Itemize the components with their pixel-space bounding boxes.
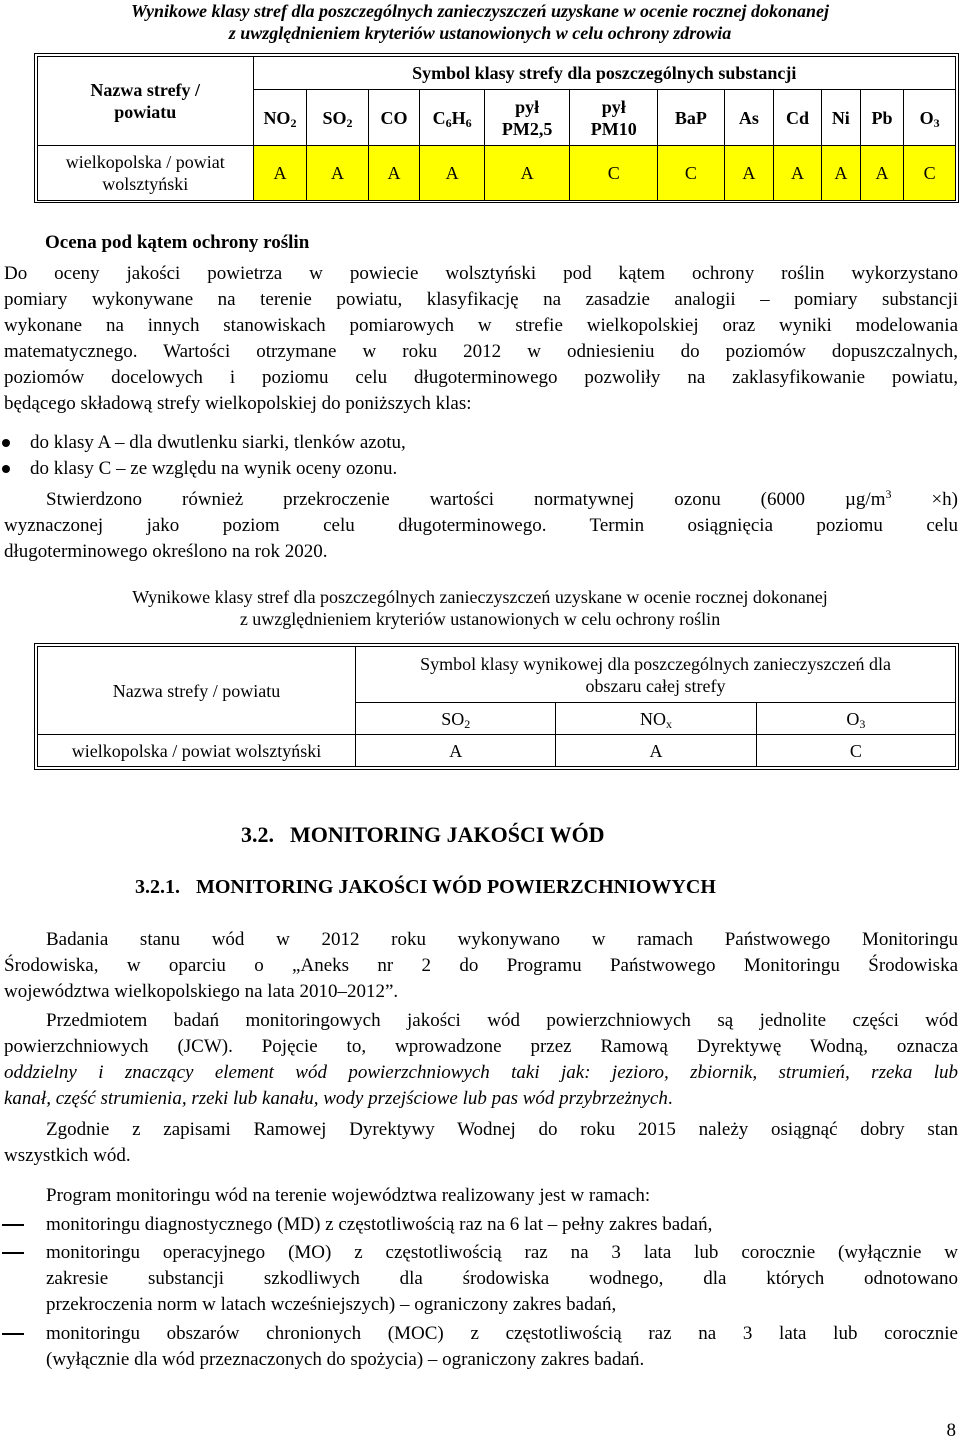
dash-icon bbox=[2, 1333, 24, 1335]
section-number: 3.2. bbox=[241, 822, 274, 847]
bullet-text: do klasy A – dla dwutlenku siarki, tlenków azotu, bbox=[30, 432, 406, 453]
substance-no2: $NO_2$ bbox=[253, 90, 307, 146]
page-number: 8 bbox=[946, 1420, 956, 1441]
class-cell: C bbox=[570, 146, 658, 201]
water-para-line: Zgodnie z zapisami Ramowej Dyrektywy Wodnej do roku 2015 należy osiągnąć dobry stan bbox=[46, 1119, 958, 1140]
class-cell: C bbox=[904, 146, 956, 201]
plants-para-line: Do oceny jakości powietrza w powiecie wolsztyński pod kątem ochrony roślin wykorzystano bbox=[4, 263, 958, 284]
section-title: MONITORING JAKOŚCI WÓD POWIERZCHNIOWYCH bbox=[196, 876, 716, 898]
water-para-line: województwa wielkopolskiego na lata 2010–2012”. bbox=[4, 981, 399, 1002]
section-heading-3-2-1 bbox=[135, 874, 716, 900]
ozone-exceedance-line1: Stwierdzono również przekroczenie wartości normatywnej ozonu (6000 $\mu g/m^3 \times h$) bbox=[46, 487, 958, 510]
water-para-italic-line: kanał, część strumienia, rzeki lub kanału, wody przejściowe lub pas wód przybrzeżnych. bbox=[4, 1088, 673, 1109]
substance-as: As bbox=[724, 90, 774, 146]
substance-pm25: pył PM2,5 bbox=[484, 90, 570, 146]
health-table-caption-line1: Wynikowe klasy stref dla poszczególnych zanieczyszczeń uzyskane w ocenie rocznej dokonanej bbox=[131, 1, 829, 21]
class-cell: A bbox=[860, 146, 903, 201]
class-cell: A bbox=[774, 146, 822, 201]
bullet-text: do klasy C – ze względu na wynik oceny ozonu. bbox=[30, 458, 398, 479]
plants-substance-nox: $NO_x$ bbox=[556, 703, 756, 735]
water-para-line: powierzchniowych (JCW). Pojęcie to, wprowadzone przez Ramową Dyrektywę Wodną, oznacza bbox=[4, 1036, 958, 1057]
ozone-exceedance-line3: długoterminowego określono na rok 2020. bbox=[4, 541, 328, 562]
section-title: MONITORING JAKOŚCI WÓD bbox=[290, 822, 605, 847]
class-cell: A bbox=[307, 146, 368, 201]
zone-name-line1: wielkopolska / powiat bbox=[65, 152, 225, 172]
plants-group-header-line1: Symbol klasy wynikowej dla poszczególnych zanieczyszczeń dla bbox=[420, 653, 891, 674]
plants-substance-o3: $O_3$ bbox=[756, 703, 955, 735]
plants-para-line: będącego składową strefy wielkopolskiej do poniższych klas: bbox=[4, 393, 472, 414]
substance-bap: BaP bbox=[658, 90, 725, 146]
class-cell: A bbox=[420, 146, 484, 201]
substance-ni: Ni bbox=[821, 90, 860, 146]
zone-name-cell bbox=[38, 146, 254, 201]
class-cell: A bbox=[368, 146, 420, 201]
class-bullet-item bbox=[0, 456, 960, 482]
zone-header-line2: powiatu bbox=[114, 102, 177, 122]
substance-o3: $O_3$ bbox=[904, 90, 956, 146]
plants-substance-so2: $SO_2$ bbox=[356, 703, 556, 735]
substance-cd: Cd bbox=[774, 90, 822, 146]
plants-class-cell: A bbox=[556, 735, 756, 767]
plants-zone-header: Nazwa strefy / powiatu bbox=[38, 647, 356, 735]
water-para-italic-line: oddzielny i znaczący element wód powierzchniowych taki jak: jezioro, zbiornik, strumień, rzeka lub bbox=[4, 1062, 958, 1083]
plants-table-caption-line1: Wynikowe klasy stref dla poszczególnych zanieczyszczeń uzyskane w ocenie rocznej dokonanej bbox=[132, 587, 828, 607]
plants-group-header bbox=[356, 647, 956, 703]
substance-group-header: Symbol klasy strefy dla poszczególnych substancji bbox=[253, 57, 956, 90]
section-heading-3-2 bbox=[241, 822, 605, 848]
zone-header-cell bbox=[38, 57, 254, 146]
bullet-icon bbox=[2, 439, 10, 447]
plants-class-cell: C bbox=[756, 735, 955, 767]
water-program-intro: Program monitoringu wód na terenie województwa realizowany jest w ramach: bbox=[46, 1185, 651, 1206]
plants-para-line: pomiary wykonywane na terenie powiatu, klasyfikację na zasadzie analogii – pomiary substancji bbox=[4, 289, 958, 310]
program-dash-text: monitoringu obszarów chronionych (MOC) z częstotliwością raz na 3 lata lub corocznie bbox=[46, 1323, 958, 1344]
program-dash-text: (wyłącznie dla wód przeznaczonych do spożycia) – ograniczony zakres badań. bbox=[46, 1349, 645, 1370]
substance-c6h6: $C_6H_6$ bbox=[420, 90, 484, 146]
program-dash-text: monitoringu diagnostycznego (MD) z częstotliwością raz na 6 lat – pełny zakres badań, bbox=[46, 1214, 713, 1235]
ozone-exceedance-line2: wyznaczonej jako poziom celu długoterminowego. Termin osiągnięcia poziomu celu bbox=[4, 515, 958, 536]
program-dash-text: zakresie substancji szkodliwych dla środowiska wodnego, dla których odnotowano bbox=[46, 1268, 958, 1289]
health-table-caption-line2: z uwzględnieniem kryteriów ustanowionych w celu ochrony zdrowia bbox=[228, 23, 732, 43]
class-cell: A bbox=[253, 146, 307, 201]
substance-pm10: pył PM10 bbox=[570, 90, 658, 146]
water-para-line: Badania stanu wód w 2012 roku wykonywano w ramach Państwowego Monitoringu bbox=[46, 929, 958, 950]
plants-section-heading: Ocena pod kątem ochrony roślin bbox=[45, 232, 310, 253]
plants-para-line: matematycznego. Wartości otrzymane w roku 2012 w odniesieniu do poziomów dopuszczalnych, bbox=[4, 341, 958, 362]
class-cell: A bbox=[484, 146, 570, 201]
water-para-line: Środowiska, w oparciu o „Aneks nr 2 do Programu Państwowego Monitoringu Środowiska bbox=[4, 955, 958, 976]
class-cell: A bbox=[821, 146, 860, 201]
class-bullet-item bbox=[0, 430, 960, 456]
health-table bbox=[37, 56, 956, 201]
program-dash-text: monitoringu operacyjnego (MO) z częstotliwością raz na 3 lata lub corocznie (wyłącznie w bbox=[46, 1242, 958, 1263]
dash-icon bbox=[2, 1252, 24, 1254]
water-para-line: wszystkich wód. bbox=[4, 1145, 131, 1166]
class-cell: A bbox=[724, 146, 774, 201]
program-dash-text: przekroczenia norm w latach wcześniejszych) – ograniczony zakres badań, bbox=[46, 1294, 617, 1315]
plants-para-line: poziomów docelowych i poziomu celu długoterminowego pozwoliły na zaklasyfikowanie powiatu, bbox=[4, 367, 958, 388]
section-number: 3.2.1. bbox=[135, 876, 180, 898]
substance-pb: Pb bbox=[860, 90, 903, 146]
class-cell: C bbox=[658, 146, 725, 201]
substance-co: CO bbox=[368, 90, 420, 146]
plants-class-cell: A bbox=[356, 735, 556, 767]
zone-header-line1: Nazwa strefy / bbox=[90, 80, 201, 100]
plants-zone-name: wielkopolska / powiat wolsztyński bbox=[38, 735, 356, 767]
water-para-line: Przedmiotem badań monitoringowych jakości wód powierzchniowych są jednolite części wód bbox=[46, 1010, 958, 1031]
bullet-icon bbox=[2, 465, 10, 473]
plants-para-line: wykonane na innych stanowiskach pomiarowych w strefie wielkopolskiej oraz wyniki modelowania bbox=[4, 315, 958, 336]
plants-table-caption-line2: z uwzględnieniem kryteriów ustanowionych w celu ochrony roślin bbox=[239, 609, 721, 629]
plants-group-header-line2: obszaru całej strefy bbox=[585, 675, 726, 696]
substance-so2: $SO_2$ bbox=[307, 90, 368, 146]
dash-icon bbox=[2, 1224, 24, 1226]
zone-name-line2: wolsztyński bbox=[102, 174, 189, 194]
plants-table bbox=[37, 646, 956, 767]
